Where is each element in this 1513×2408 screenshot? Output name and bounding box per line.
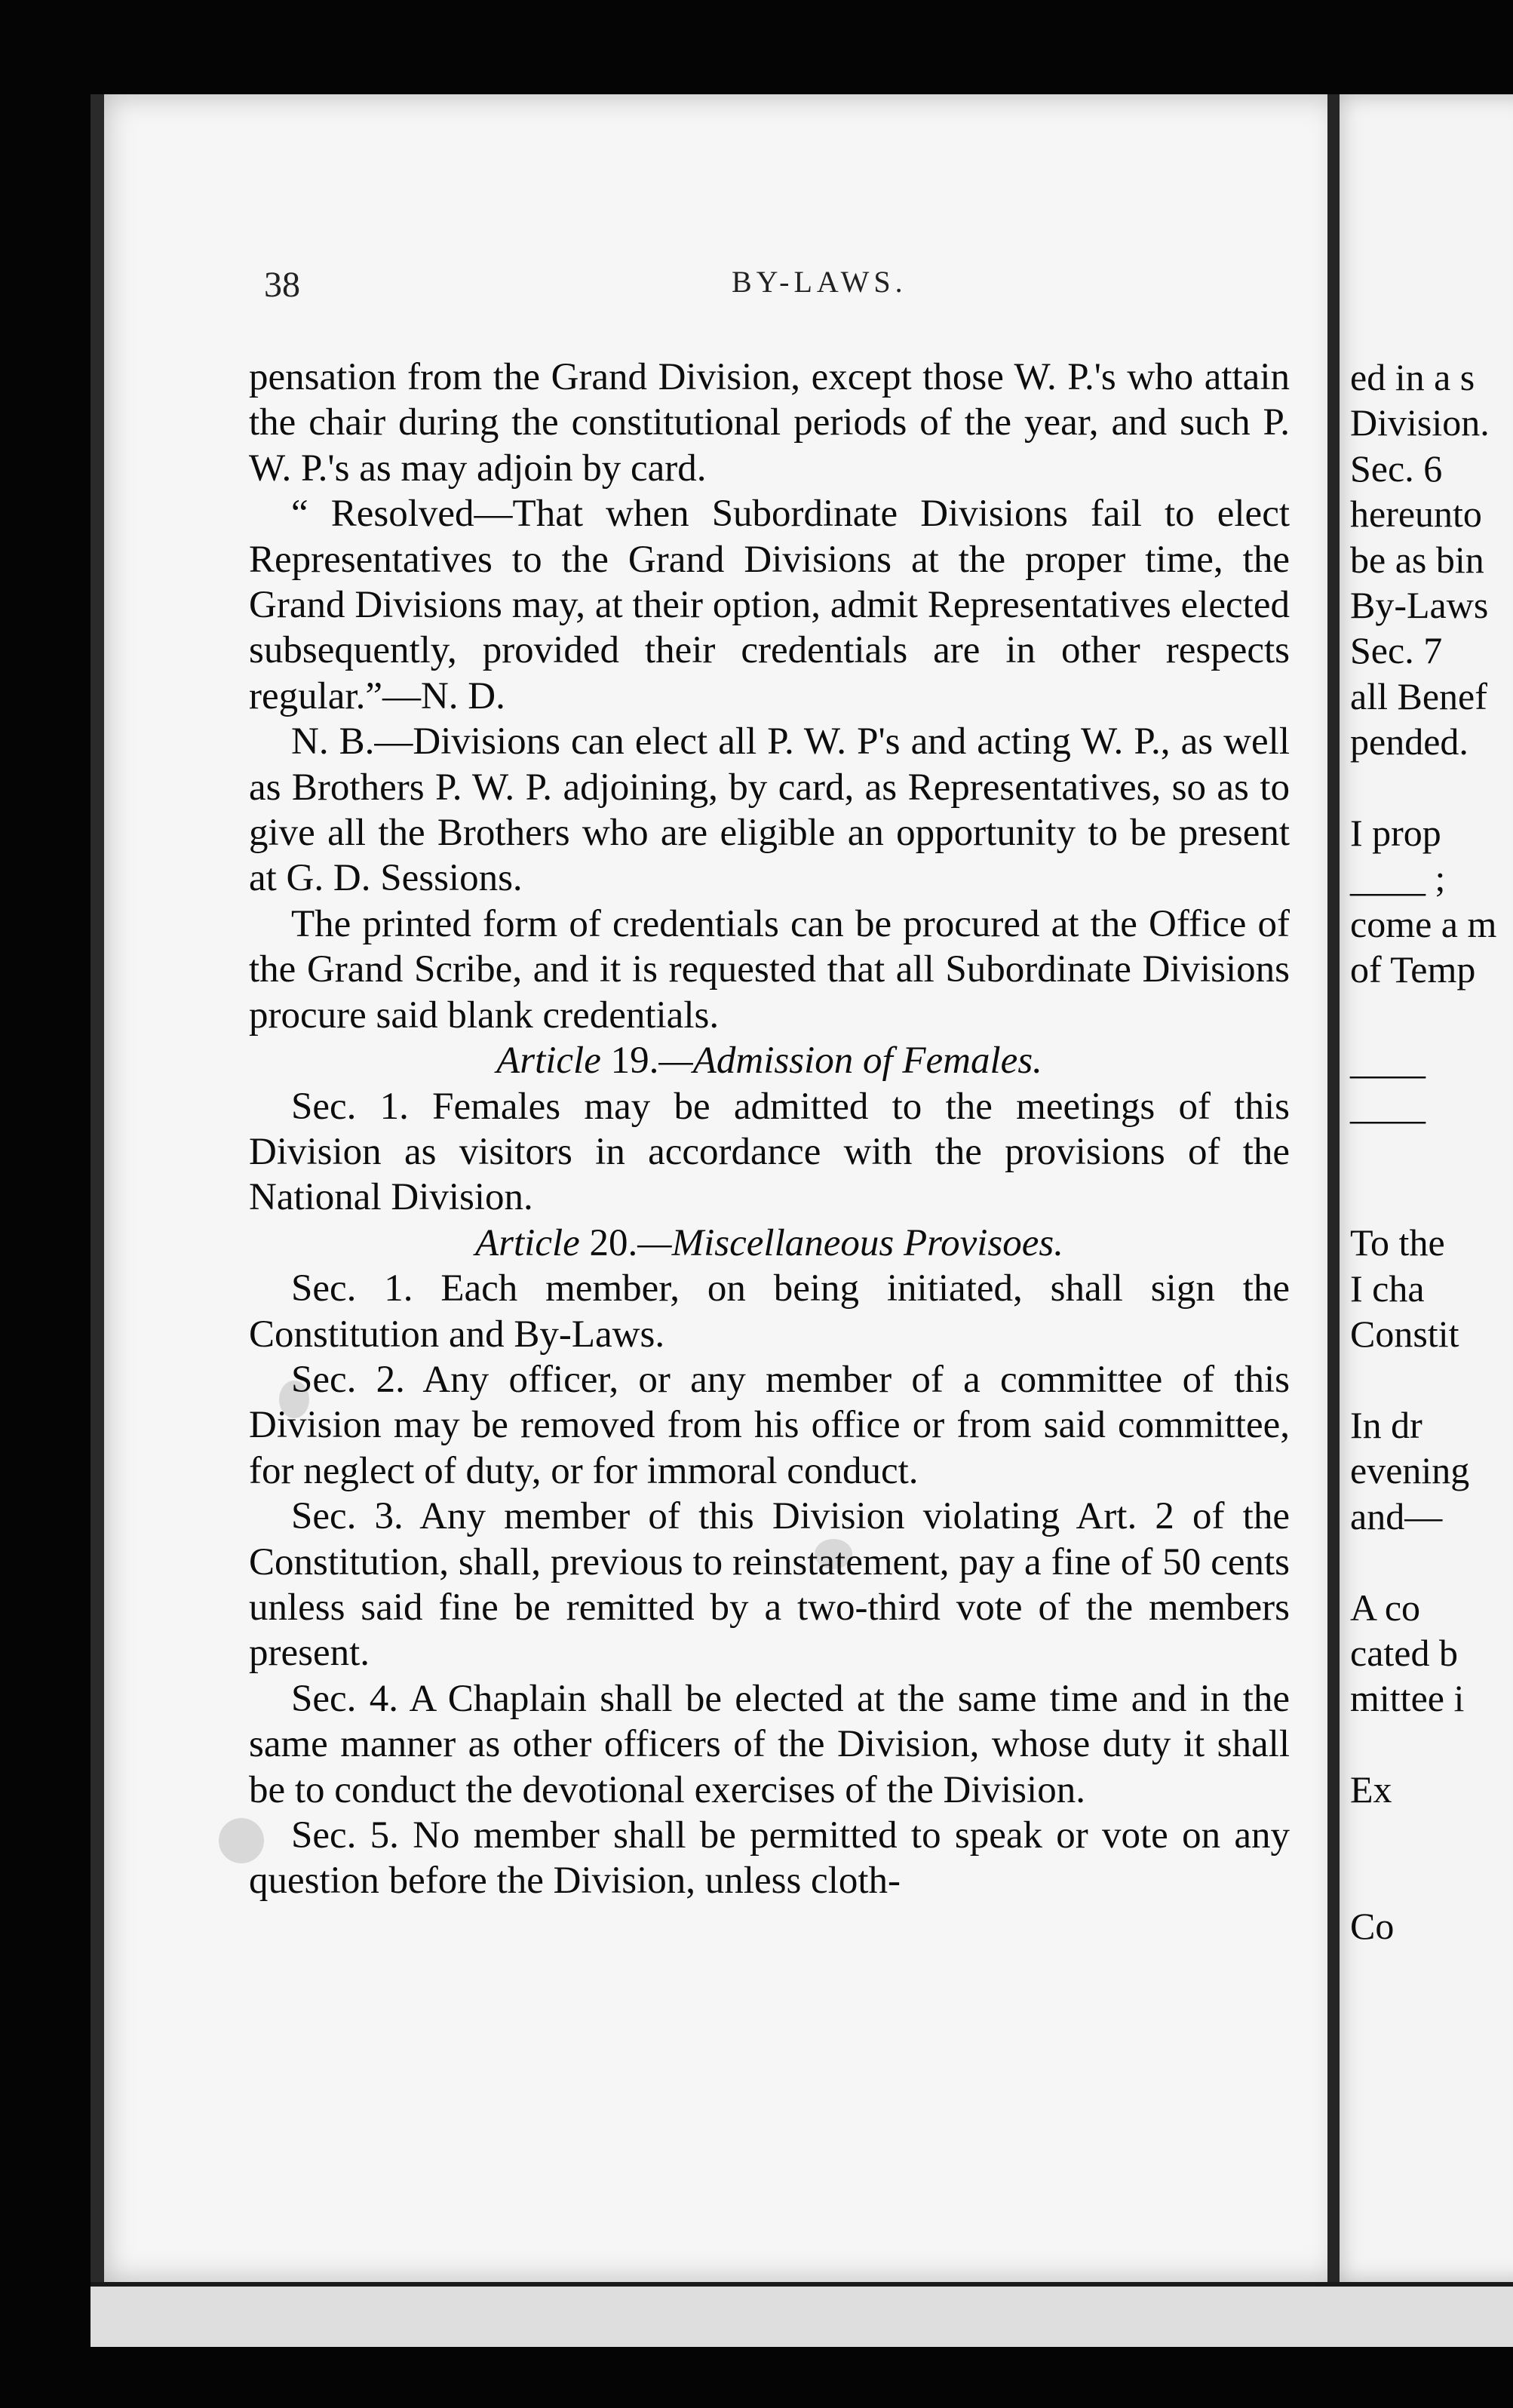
paragraph: Sec. 1. Each member, on being initiated, shall sign the Constitution and By-Laws. xyxy=(249,1267,1290,1356)
right-page-line: mittee i xyxy=(1350,1677,1465,1720)
right-page-line: I cha xyxy=(1350,1267,1425,1310)
paragraph: N. B.—Divisions can elect all P. W. P's and acting W. P., as well as Brothers P. W. P. adjoining, by card, as Representatives, so as to give all the Brothers who are eligible an opportunity to be present at G. D. Sessions. xyxy=(249,720,1290,900)
right-page-line: be as bin xyxy=(1350,538,1484,581)
article-label: Article xyxy=(496,1040,601,1083)
right-page-line xyxy=(1350,1813,1513,1858)
right-page-line: A co xyxy=(1350,1586,1421,1629)
right-page-text xyxy=(1350,355,1513,1949)
right-page-line xyxy=(1350,1357,1513,1402)
right-page-line: To the xyxy=(1350,1221,1445,1264)
right-page-line xyxy=(1350,765,1513,810)
right-page-line xyxy=(1350,1175,1513,1220)
right-page-line: Sec. 7 xyxy=(1350,629,1443,672)
page-number: 38 xyxy=(264,265,300,305)
right-page-line: I prop xyxy=(1350,811,1441,854)
paragraph: Sec. 2. Any officer, or any member of a committee of this Division may be removed from his office or from said committee, for neglect of duty, or for immoral conduct. xyxy=(249,1358,1290,1492)
paragraph: Sec. 5. No member shall be permitted to speak or vote on any question before the Division, unless cloth- xyxy=(249,1814,1290,1903)
right-page-line xyxy=(1350,1539,1513,1584)
paragraph: Sec. 3. Any member of this Division violating Art. 2 of the Constitution, shall, previous to reinstatement, pay a fine of 50 cents unless said fine be remitted by a two-third vote of the members present. xyxy=(249,1495,1290,1675)
article-heading xyxy=(249,1221,1290,1266)
article-number: 20. xyxy=(589,1221,638,1264)
article-title: —Miscellaneous Provisoes. xyxy=(637,1221,1063,1264)
right-page-line: By-Laws xyxy=(1350,583,1489,626)
right-page-line xyxy=(1350,1722,1513,1767)
right-page-line xyxy=(1350,1129,1513,1175)
right-page-line: of Temp xyxy=(1350,948,1476,991)
right-page-line: Ex xyxy=(1350,1768,1392,1811)
right-page-line: all Benef xyxy=(1350,674,1487,717)
page-header xyxy=(173,264,1267,309)
right-page-line: come a m xyxy=(1350,902,1497,945)
right-page-line: pended. xyxy=(1350,720,1468,763)
right-page-line: Sec. 6 xyxy=(1350,447,1443,490)
right-page-line: Division. xyxy=(1350,401,1490,444)
body-text xyxy=(249,355,1290,1904)
right-page-line: ____ ; xyxy=(1350,857,1446,900)
article-heading xyxy=(249,1038,1290,1083)
right-page-line: cated b xyxy=(1350,1631,1458,1674)
right-page-line: Co xyxy=(1350,1905,1395,1948)
right-page-line: Constit xyxy=(1350,1313,1459,1356)
article-label: Article xyxy=(475,1221,580,1264)
article-title: —Admission of Females. xyxy=(658,1040,1042,1083)
running-head: BY-LAWS. xyxy=(732,265,907,299)
right-page-line: ____ xyxy=(1350,1085,1426,1128)
right-page-line: ____ xyxy=(1350,1039,1426,1082)
right-page-line: ed in a s xyxy=(1350,356,1475,398)
paragraph: The printed form of credentials can be procured at the Office of the Grand Scribe, and it is requested that all Subordinate Divisions procure said blank credentials. xyxy=(249,902,1290,1037)
article-number: 19. xyxy=(610,1040,659,1083)
paragraph: pensation from the Grand Division, except those W. P.'s who attain the chair during the constitutional periods of the year, and such P. W. P.'s as may adjoin by card. xyxy=(249,356,1290,490)
right-page-line: In dr xyxy=(1350,1403,1422,1446)
right-page-line: evening xyxy=(1350,1449,1470,1492)
right-page-line xyxy=(1350,992,1513,1037)
right-page-line: and— xyxy=(1350,1494,1443,1537)
paragraph: Sec. 1. Females may be admitted to the meetings of this Division as visitors in accordance with the provisions of the National Division. xyxy=(249,1085,1290,1219)
page-bottom-edge xyxy=(91,2282,1513,2347)
right-page-line xyxy=(1350,1858,1513,1903)
paragraph: Sec. 4. A Chaplain shall be elected at the same time and in the same manner as other officers of the Division, whose duty it shall be to conduct the devotional exercises of the Division. xyxy=(249,1677,1290,1811)
right-page-line: hereunto xyxy=(1350,493,1482,536)
paragraph: “ Resolved—That when Subordinate Divisions fail to elect Representatives to the Grand Divisions at the proper time, the Grand Divisions may, at their option, admit Representatives elected subsequently, provided their credentials are in other respects regular.”—N. D. xyxy=(249,493,1290,717)
